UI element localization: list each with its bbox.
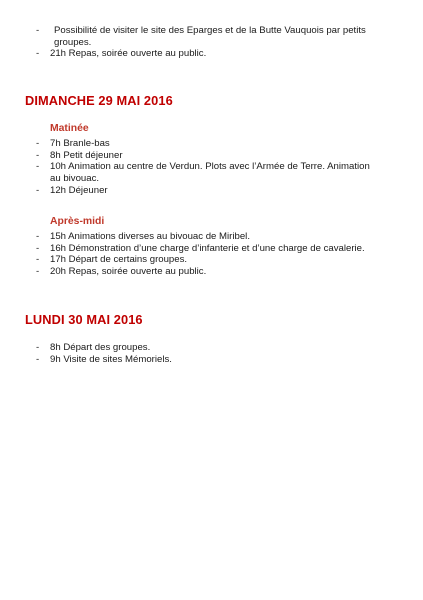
afternoon-list	[36, 231, 365, 278]
list-item-text: 15h Animations diverses au bivouac de Miribel.	[50, 231, 250, 242]
day-heading-monday: LUNDI 30 MAI 2016	[25, 312, 143, 327]
bullet-dash: -	[36, 231, 40, 242]
list-item	[36, 231, 365, 243]
list-item	[36, 254, 365, 266]
list-item-text: Possibilité de visiter le site des Eparges et de la Butte Vauquois par petits groupes.	[54, 25, 366, 48]
list-item-text: 20h Repas, soirée ouverte au public.	[50, 266, 207, 278]
list-item-text: 9h Visite de sites Mémoriels.	[50, 353, 172, 365]
subheading-morning: Matinée	[50, 123, 89, 134]
morning-list	[36, 138, 380, 197]
bullet-dash: -	[36, 353, 40, 365]
bullet-dash: -	[36, 138, 40, 149]
bullet-dash: -	[36, 149, 40, 161]
bullet-dash: -	[36, 254, 40, 266]
bullet-dash: -	[36, 48, 40, 60]
monday-list	[36, 342, 172, 365]
list-item	[36, 48, 384, 60]
list-item	[36, 150, 380, 162]
list-item	[36, 138, 380, 150]
bullet-dash: -	[36, 242, 40, 254]
intro-list	[36, 25, 384, 60]
bullet-dash: -	[36, 266, 40, 278]
list-item-text: 17h Départ de certains groupes.	[50, 254, 188, 266]
list-item-text: 12h Déjeuner	[50, 184, 108, 196]
subheading-afternoon: Après-midi	[50, 216, 105, 227]
list-item-text: 8h Petit déjeuner	[50, 149, 123, 161]
list-item	[36, 25, 384, 48]
list-item	[36, 185, 380, 197]
list-item	[36, 354, 172, 366]
list-item-text: 21h Repas, soirée ouverte au public.	[50, 48, 207, 60]
list-item-text: 7h Branle-bas	[50, 138, 110, 149]
list-item	[36, 243, 365, 255]
list-item	[36, 161, 380, 184]
bullet-dash: -	[36, 342, 40, 353]
list-item-text: 16h Démonstration d’une charge d’infanterie et d’une charge de cavalerie.	[50, 242, 365, 254]
list-item-text: 8h Départ des groupes.	[50, 342, 151, 353]
list-item	[36, 342, 172, 354]
list-item-text: 10h Animation au centre de Verdun. Plots avec l’Armée de Terre. Animation au bivouac.	[50, 161, 370, 185]
day-heading-sunday: DIMANCHE 29 MAI 2016	[25, 93, 173, 108]
bullet-dash: -	[36, 25, 40, 36]
list-item	[36, 266, 365, 278]
bullet-dash: -	[36, 161, 40, 173]
bullet-dash: -	[36, 184, 40, 196]
